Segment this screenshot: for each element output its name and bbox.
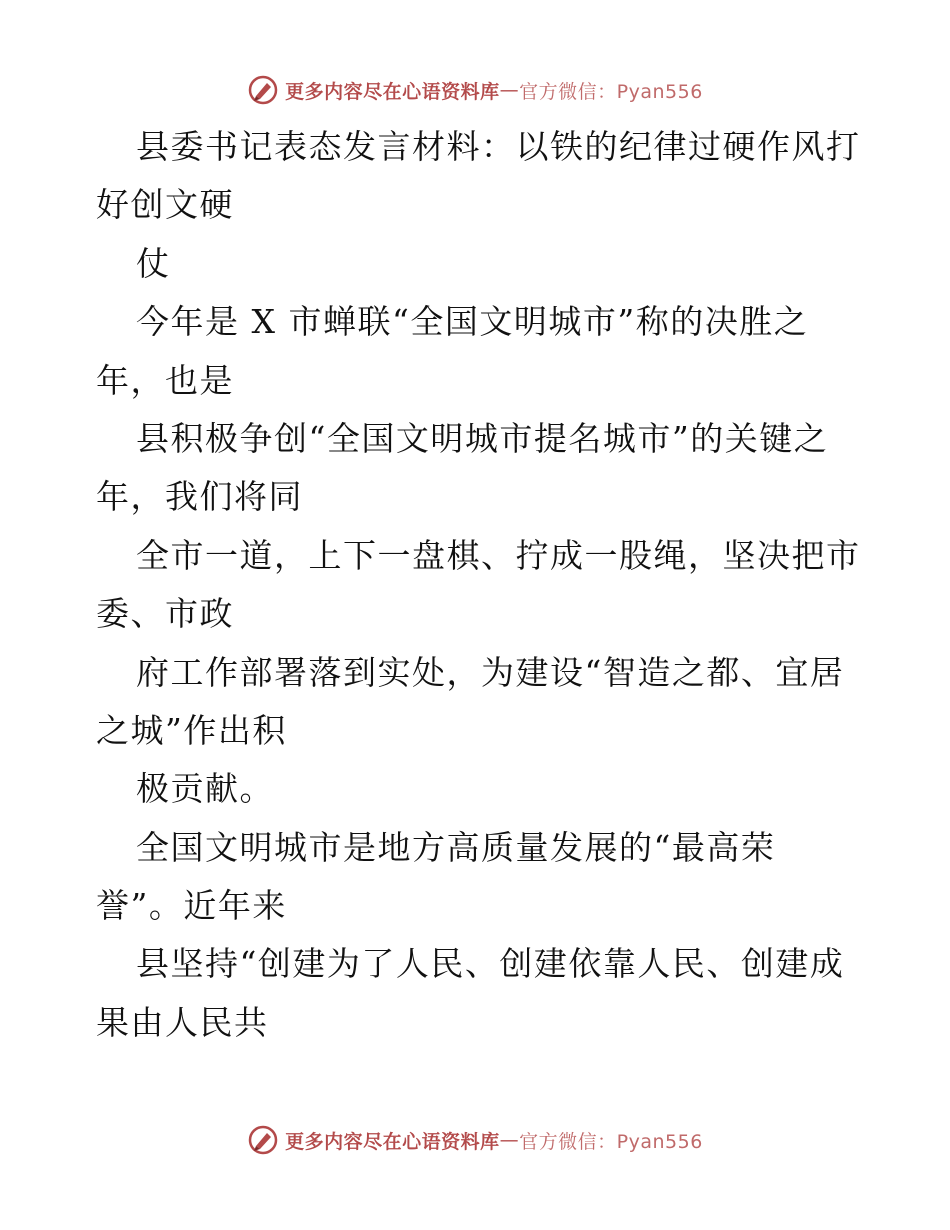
pen-logo-icon (247, 74, 279, 106)
text-line: 年，我们将同 (96, 477, 303, 517)
text-line: 果由人民共 (96, 1002, 269, 1042)
document-body (96, 118, 861, 1052)
watermark-contact-text: 官方微信：Pyan556 (519, 80, 703, 103)
watermark-separator: — (499, 79, 520, 101)
text-line: 委、市政 (96, 594, 234, 634)
text-line: 仗 (136, 243, 171, 283)
text-line: 全市一道，上下一盘棋、拧成一股绳，坚决把市 (136, 535, 861, 575)
text-line: 之城”作出积 (96, 710, 287, 750)
watermark-separator: — (499, 1129, 520, 1151)
text-line: 极贡献。 (136, 769, 274, 809)
text-line: 誉”。近年来 (96, 886, 287, 926)
header-watermark (0, 70, 950, 110)
watermark-brand-text: 更多内容尽在心语资料库 (285, 1130, 500, 1153)
text-line: 年，也是 (96, 360, 234, 400)
text-line: 好创文硬 (96, 185, 234, 225)
text-line: 县委书记表态发言材料：以铁的纪律过硬作风打 (136, 127, 861, 166)
text-line: 今年是 X 市蝉联“全国文明城市”称的决胜之 (136, 302, 809, 342)
text-line: 县积极争创“全国文明城市提名城市”的关键之 (136, 418, 829, 458)
watermark-contact-text: 官方微信：Pyan556 (519, 1130, 703, 1153)
watermark-brand-text: 更多内容尽在心语资料库 (285, 80, 500, 103)
text-line: 府工作部署落到实处，为建设“智造之都、宜居 (136, 652, 845, 692)
footer-watermark (0, 1120, 950, 1160)
text-line: 县坚持“创建为了人民、创建依靠人民、创建成 (136, 944, 845, 984)
text-line: 全国文明城市是地方高质量发展的“最高荣 (136, 827, 776, 867)
pen-logo-icon (247, 1124, 279, 1156)
